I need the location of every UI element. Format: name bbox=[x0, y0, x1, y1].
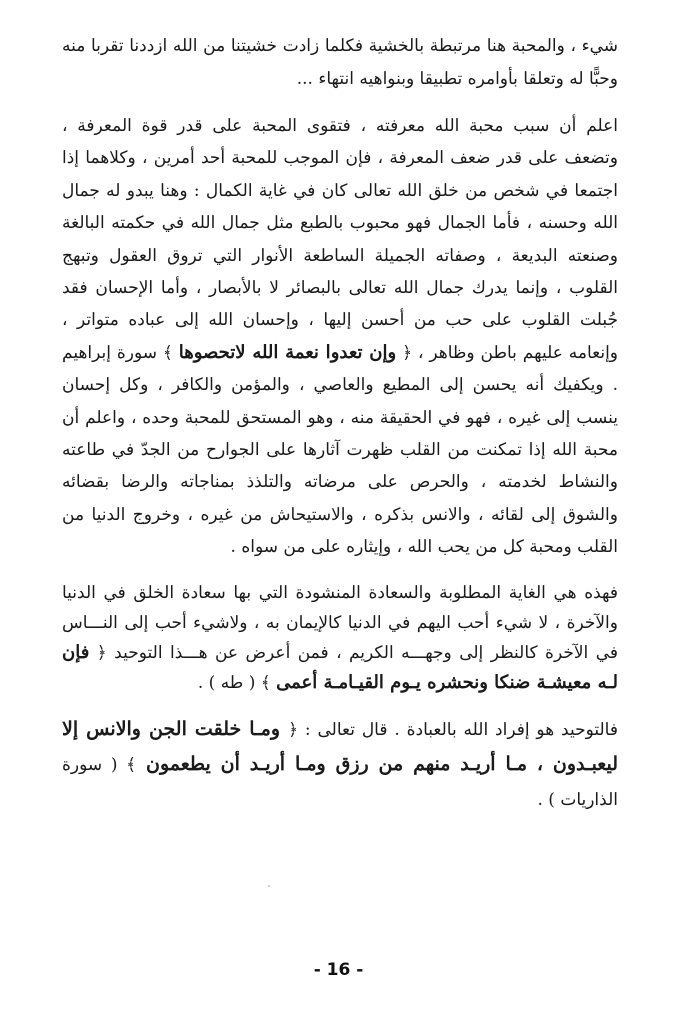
quran-verse-taha: فإن لـه معيشـة ضنكا ونحشره يـوم القيـامـة أعمى bbox=[62, 641, 618, 693]
quran-verse-adhariyat: ومـا خلقت الجن والانس إلا ليعبـدون ، مـا أريـد منهم من رزق ومـا أريـد أن يطعمون bbox=[62, 717, 618, 775]
quran-verse-ibrahim: وإن تعدوا نعمة الله لاتحصوها bbox=[178, 341, 397, 363]
paragraph-1 bbox=[62, 30, 618, 96]
paragraph-3-text-end: ﴾ ( طه ) . bbox=[197, 672, 271, 693]
paragraph-2-text-start: اعلم أن سبب محبة الله معرفته ، فتقوى المحبة على قدر قوة المعرفة ، وتضعف على قدر ضعف المعرفة ، فإن الموجب للمحبة أحد أمرين ، وكلاهما إذا اجتمعا في شخص من خلق الله تعالى كان في غاية الكمال : وهنا يبدو له جمال الله وحسنه ، فأما الجمال فهو محبوب بالطبع مثل جمال الله في حكمته البالغة وصنعته البديعة ، وصفاته الجميلة الساطعة الأنوار التي تروق العقول وتبهج القلوب ، وإنما يدرك جمال الله تعالى بالبصائر لا بالأبصار ، وأما الإحسان فقد جُبلت القلوب على حب من أحسن إليها ، وإحسان الله إلى عباده متواتر ، وإنعامه عليهم باطن وظاهر ، ﴿ bbox=[62, 116, 619, 363]
paragraph-2 bbox=[62, 110, 618, 564]
paragraph-4 bbox=[62, 712, 618, 817]
paragraph-3-text-start: فهذه هي الغاية المطلوبة والسعادة المنشودة التي بها سعادة الخلق في الدنيا والآخرة ، لا شيء أحب اليهم في الدنيا كالإيمان به ، ولاشيء أحب إلى النـــاس في الآخرة كالنظر إلى وجهـــه الكريم ، فمن أعرض عن هـــذا التوحيد ﴿ bbox=[62, 582, 619, 663]
speck-mark bbox=[268, 885, 270, 887]
page-number: - 16 - bbox=[313, 960, 364, 980]
paragraph-1-text: شيء ، والمحبة هنا مرتبطة بالخشية فكلما زادت خشيتنا من الله ازددنا تقربا منه وحبًّا له وتعلقا بأوامره تطبيقا وبنواهيه انتهاء ... bbox=[62, 36, 618, 89]
paragraph-4-text-end: ﴾ ( سورة الذاريات ) . bbox=[62, 754, 618, 810]
paragraph-2-text-end: ﴾ سورة إبراهيم . ويكفيك أنه يحسن إلى المطيع والعاصي ، والمؤمن والكافر ، وكل إحسان ينسب إلى غيره ، فهو في الحقيقة منه ، وهو المستحق للمحبة وحده ، واعلم أن محبة الله إذا تمكنت من القلب ظهرت آثارها على الجوارح من الجدّ في طاعته والنشاط لخدمته ، والحرص على مرضاته والتلذذ بمناجاته والرضا بقضائه والشوق إلى لقائه ، والانس بذكره ، والاستيحاش من غيره ، وخروج الدنيا من القلب ومحبة كل من يحب الله ، وإيثاره على من سواه . bbox=[62, 342, 618, 558]
paragraph-3 bbox=[62, 578, 618, 698]
page-body bbox=[62, 30, 618, 817]
paragraph-4-text-start: فالتوحيد هو إفراد الله بالعبادة . قال تعالى : ﴿ bbox=[288, 719, 618, 740]
